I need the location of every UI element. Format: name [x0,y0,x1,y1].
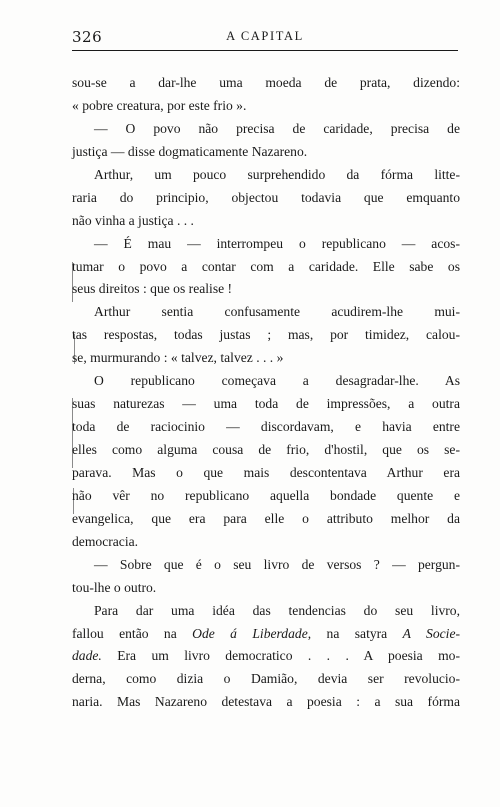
text-line: justiça — disse dogmaticamente Nazareno. [72,143,308,159]
page-number: 326 [72,28,103,46]
text-line: suas naturezas — uma toda de impressões, a outra [72,396,460,412]
text-line: seus direitos : que os realise ! [72,281,233,297]
text-line: elles como alguma cousa de frio, d'hostil, que os se- [72,442,460,457]
text-line: toda de raciocinio — discordavam, e havia entre [72,419,460,435]
text-line: democracia. [72,533,139,549]
text-line: tumar o povo a contar com a caridade. Elle sabe os [72,258,460,274]
text-line: se, murmurando : « talvez, talvez . . . » [72,350,284,366]
page-header [72,28,458,50]
text-line: — O povo não precisa de caridade, precisa de [94,120,460,136]
text-line: O republicano começava a desagradar-lhe. As [94,373,460,389]
text-line: tas respostas, todas justas ; mas, por timidez, calou- [72,327,460,343]
text-line: derna, como dizia o Damião, devia ser revolucio- [72,671,460,687]
text-line: Arthur, um pouco surprehendido da fórma litte- [94,166,460,182]
text-line: raria do principio, objectou todavia que emquanto [72,189,460,205]
text-line: Para dar uma idéa das tendencias do seu livro, [94,602,460,618]
text-line: não vêr no republicano aquella bondade quente e [72,487,460,503]
text-line: evangelica, que era para elle o attributo melhor da [72,510,460,526]
text-line: fallou então na Ode á Liberdade, na satyra A Socie- [72,625,461,641]
text-line: « pobre creatura, por este frio ». [72,97,247,113]
text-line: não vinha a justiça . . . [72,212,194,228]
text-line: — É mau — interrompeu o republicano — acos- [94,235,460,251]
text-line: naria. Mas Nazareno detestava a poesia : a sua fórma [72,694,460,710]
text-line: sou-se a dar-lhe uma moeda de prata, dizendo: [72,75,460,90]
text-line: dade. Era um livro democratico . . . A poesia mo- [72,648,460,664]
header-rule [72,50,458,51]
text-line: tou-lhe o outro. [72,579,157,595]
text-line: Arthur sentia confusamente acudirem-lhe mui- [94,304,460,320]
body-text [72,72,460,714]
text-line: — Sobre que é o seu livro de versos ? — pergun- [94,556,460,572]
text-line: parava. Mas o que mais descontentava Arthur era [72,464,460,480]
running-head: A CAPITAL [226,29,304,43]
